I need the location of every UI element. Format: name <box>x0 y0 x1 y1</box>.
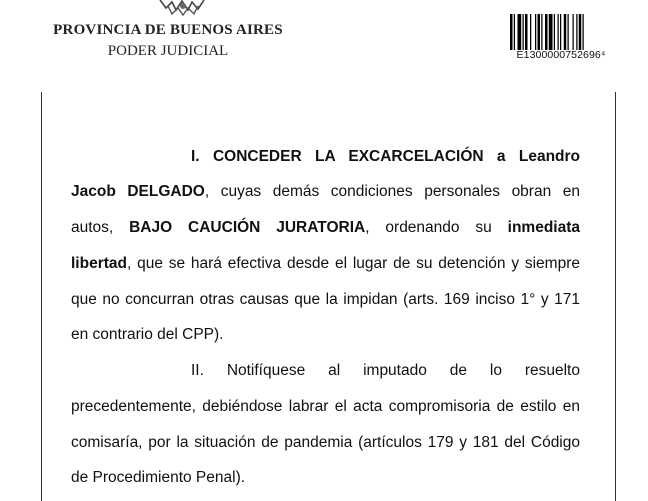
coat-of-arms-icon <box>158 0 208 16</box>
resolution-line: II. Notifíquese al imputado de lo resuelto <box>191 362 580 379</box>
barcode-bar <box>568 14 569 50</box>
barcode-bar <box>541 14 542 50</box>
resolution-line: Jacob DELGADO, cuyas demás condiciones personales obran en <box>71 183 580 200</box>
barcode-bar <box>554 14 555 50</box>
left-margin-rule <box>41 92 42 501</box>
resolution-line: de Procedimiento Penal). <box>71 469 246 486</box>
header-judicial: PODER JUDICIAL <box>107 43 229 59</box>
barcode-bar <box>576 14 577 50</box>
barcode-bar <box>573 14 574 50</box>
barcode-bar <box>545 14 548 50</box>
barcode-bar <box>549 14 553 50</box>
barcode-bar <box>525 14 528 50</box>
barcode-number: E1300000752696⁴ <box>516 49 606 61</box>
resolution-line: I. CONCEDER LA EXCARCELACIÓN a Leandro <box>191 148 581 165</box>
barcode-bar <box>579 14 582 50</box>
right-margin-rule <box>615 92 616 501</box>
barcode-bar <box>558 14 559 50</box>
header-province: PROVINCIA DE BUENOS AIRES <box>53 22 283 38</box>
barcode-bar <box>518 14 522 50</box>
resolution-line: autos, BAJO CAUCIÓN JURATORIA, ordenando su inmediata <box>71 219 581 236</box>
barcode-bar <box>538 14 541 50</box>
barcode-bar <box>523 14 524 50</box>
barcode-bar <box>535 14 536 50</box>
barcode-bar <box>510 14 513 50</box>
barcode-bar <box>564 14 567 50</box>
barcode-bar <box>530 14 531 50</box>
resolution-line: que no concurran otras causas que la impidan (arts. 169 inciso 1° y 171 <box>71 291 580 308</box>
barcode-bar <box>560 14 561 50</box>
barcode-icon <box>510 14 612 50</box>
resolution-line: libertad, que se hará efectiva desde el lugar de su detención y siempre <box>71 255 580 272</box>
barcode-bar <box>583 14 584 50</box>
resolution-line: comisaría, por la situación de pandemia (artículos 179 y 181 del Código <box>71 434 580 451</box>
resolution-line: en contrario del CPP). <box>71 326 224 343</box>
barcode-bar <box>514 14 515 50</box>
resolution-line: precedentemente, debiéndose labrar el acta compromisoria de estilo en <box>71 398 580 415</box>
